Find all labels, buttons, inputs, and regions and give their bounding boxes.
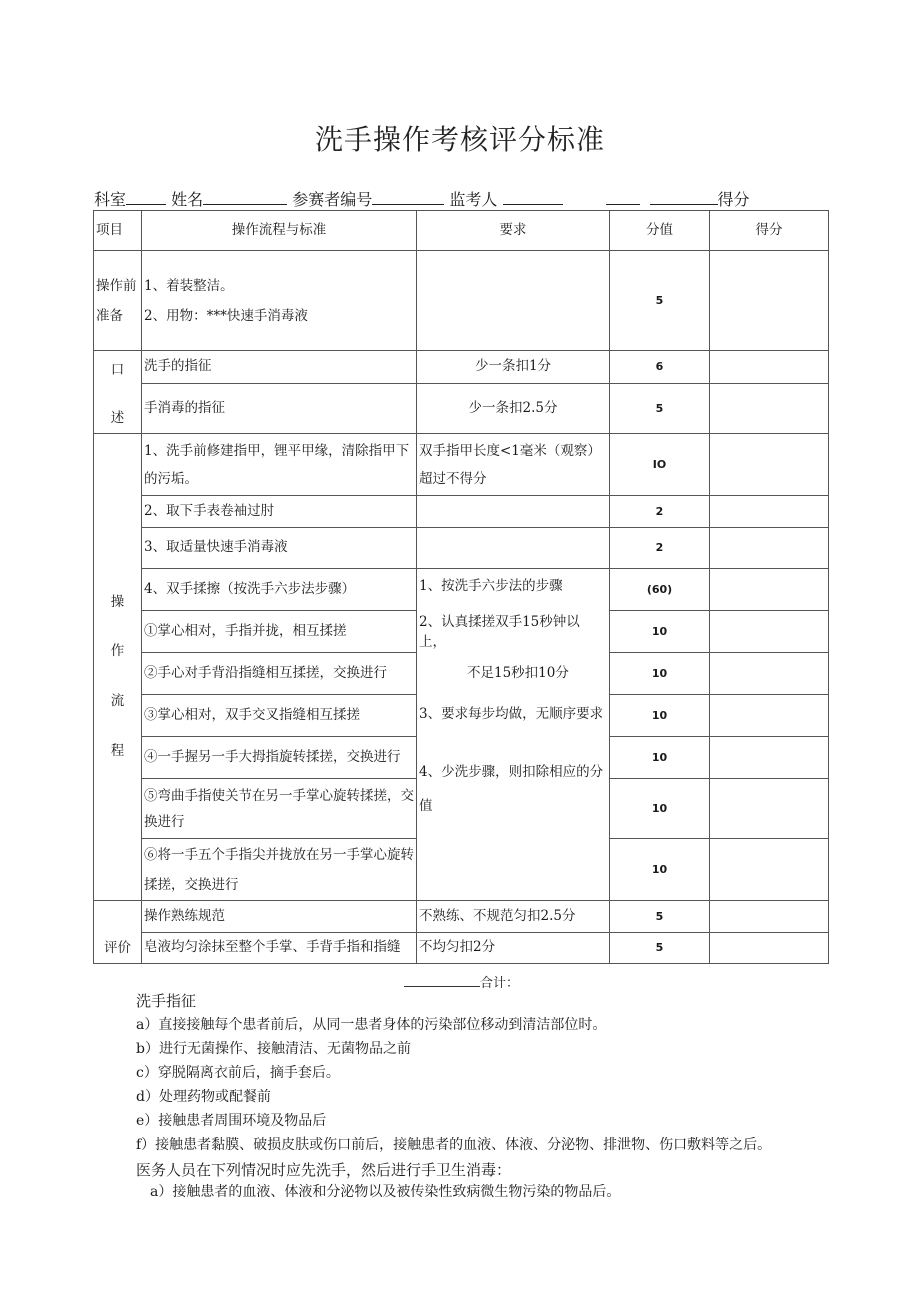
table-row	[94, 496, 829, 528]
section-text: 操	[110, 593, 125, 610]
note-item: f）接触患者黏膜、破损皮肤或伤口前后，接触患者的血液、体液、分泌物、排泄物、伤口敷料等之后。	[136, 1137, 772, 1153]
table-row	[94, 933, 829, 964]
section-text: 述	[110, 410, 125, 426]
score-entry[interactable]	[710, 901, 829, 933]
score-value: 10	[610, 611, 710, 653]
score-value: 2	[610, 528, 710, 569]
req-cell	[417, 496, 610, 528]
note-item: a）直接接触每个患者前后，从同一患者身体的污染部位移动到清洁部位时。	[136, 1017, 607, 1033]
req-cell	[417, 528, 610, 569]
notes-heading: 医务人员在下列情况时应先洗手，然后进行手卫生消毒：	[136, 1161, 512, 1179]
name-field[interactable]	[203, 190, 287, 205]
number-label: 参赛者编号	[292, 190, 373, 209]
score-label: 得分	[717, 190, 750, 209]
score-value: 6	[610, 351, 710, 384]
req-cell-six-steps	[417, 569, 610, 901]
score-value: 5	[610, 384, 710, 434]
notes-heading: 洗手指征	[136, 992, 197, 1010]
table-row	[94, 384, 829, 434]
col-header: 要求	[417, 211, 610, 251]
step-cell: ①掌心相对，手指并拢，相互揉搓	[142, 611, 417, 653]
note-item: c）穿脱隔离衣前后，摘手套后。	[136, 1065, 340, 1081]
section-process	[94, 434, 142, 901]
dept-label: 科室	[94, 190, 127, 209]
score-entry[interactable]	[710, 434, 829, 496]
step-cell: 洗手的指征	[142, 351, 417, 384]
req-text: 4、少洗步骤，则扣除相应的分值	[419, 764, 604, 814]
table-row	[94, 901, 829, 933]
name-label: 姓名	[171, 190, 204, 209]
score-value: 2	[610, 496, 710, 528]
step-cell: 2、取下手表卷袖过肘	[142, 496, 417, 528]
score-entry[interactable]	[710, 528, 829, 569]
req-cell: 双手指甲长度<1毫米（观察）超过不得分	[417, 434, 610, 496]
step-cell: ③掌心相对，双手交叉指缝相互揉搓	[142, 695, 417, 737]
exam-header	[94, 187, 794, 210]
req-cell: 少一条扣2.5分	[417, 384, 610, 434]
step-cell: ⑤弯曲手指使关节在另一手掌心旋转揉搓，交换进行	[142, 779, 417, 839]
table-row	[94, 528, 829, 569]
section-text: 口	[110, 362, 125, 378]
req-text: 不足15秒扣10分	[467, 665, 569, 681]
extra-field[interactable]	[606, 190, 640, 205]
step-text: 2、用物：***快速手消毒液	[144, 307, 308, 324]
req-cell	[417, 251, 610, 351]
examiner-label: 监考人	[449, 190, 498, 209]
table-row	[94, 434, 829, 496]
req-text: 3、要求每步均做，无顺序要求	[419, 706, 604, 722]
score-value: 10	[610, 779, 710, 839]
score-entry[interactable]	[710, 779, 829, 839]
score-value: 10	[610, 737, 710, 779]
col-header: 项目	[94, 211, 142, 251]
section-eval: 评价	[94, 901, 142, 964]
step-cell: 操作熟练规范	[142, 901, 417, 933]
table-row	[94, 251, 829, 351]
step-cell: 1、洗手前修建指甲，锂平甲缘，清除指甲下的污垢。	[142, 434, 417, 496]
score-entry[interactable]	[710, 569, 829, 611]
step-cell: ②手心对手背沿指缝相互揉搓，交换进行	[142, 653, 417, 695]
total-label: 合计：	[480, 976, 520, 991]
score-value: 5	[610, 901, 710, 933]
step-cell: 4、双手揉擦（按洗手六步法步骤）	[142, 569, 417, 611]
step-cell: ⑥将一手五个手指尖并拢放在另一手掌心旋转揉搓，交换进行	[142, 839, 417, 901]
section-text: 流	[110, 693, 125, 709]
req-cell: 少一条扣1分	[417, 351, 610, 384]
score-entry[interactable]	[710, 933, 829, 964]
step-cell: 皂液均匀涂抹至整个手掌、手背手指和指缝	[142, 933, 417, 964]
score-entry[interactable]	[710, 351, 829, 384]
score-value: 10	[610, 839, 710, 901]
score-value: 10	[610, 653, 710, 695]
score-entry[interactable]	[710, 611, 829, 653]
note-item: a）接触患者的血液、体液和分泌物以及被传染性致病微生物污染的物品后。	[150, 1184, 621, 1200]
step-cell	[142, 251, 417, 351]
col-header: 操作流程与标准	[142, 211, 417, 251]
section-text: 操作前	[96, 277, 137, 294]
dept-field[interactable]	[126, 190, 166, 205]
score-field[interactable]	[650, 190, 718, 205]
note-item: d）处理药物或配餐前	[136, 1089, 271, 1105]
score-value: 5	[610, 933, 710, 964]
score-entry[interactable]	[710, 384, 829, 434]
score-value: (60)	[610, 569, 710, 611]
step-cell: ④一手握另一手大拇指旋转揉搓，交换进行	[142, 737, 417, 779]
section-oral	[94, 351, 142, 434]
table-header-row	[94, 211, 829, 251]
number-field[interactable]	[372, 190, 444, 205]
section-prep	[94, 251, 142, 351]
page-title: 洗手操作考核评分标准	[314, 123, 605, 156]
step-cell: 3、取适量快速手消毒液	[142, 528, 417, 569]
req-text: 1、按洗手六步法的步骤	[419, 578, 563, 594]
total-line	[404, 972, 519, 991]
step-cell: 手消毒的指征	[142, 384, 417, 434]
score-entry[interactable]	[710, 251, 829, 351]
score-entry[interactable]	[710, 653, 829, 695]
total-field[interactable]	[404, 974, 480, 987]
score-table	[93, 210, 829, 964]
req-text: 2、认真揉搓双手15秒钟以上，	[419, 614, 580, 650]
col-header: 分值	[610, 211, 710, 251]
score-entry[interactable]	[710, 839, 829, 901]
req-cell: 不熟练、不规范匀扣2.5分	[417, 901, 610, 933]
col-header: 得分	[710, 211, 829, 251]
note-item: b）进行无菌操作、接触清洁、无菌物品之前	[136, 1041, 411, 1057]
section-text: 程	[110, 742, 125, 759]
note-item: e）接触患者周围环境及物品后	[136, 1113, 327, 1129]
step-text: 1、着装整洁。	[144, 277, 234, 294]
table-row	[94, 351, 829, 384]
examiner-field[interactable]	[503, 190, 563, 205]
score-value: 5	[610, 251, 710, 351]
section-text: 作	[110, 643, 125, 660]
score-value: 10	[610, 695, 710, 737]
score-entry[interactable]	[710, 496, 829, 528]
score-value: IO	[610, 434, 710, 496]
req-cell: 不均匀扣2分	[417, 933, 610, 964]
table-row	[94, 569, 829, 611]
section-text: 准备	[96, 307, 123, 324]
score-entry[interactable]	[710, 695, 829, 737]
notes-section	[136, 990, 826, 1204]
score-entry[interactable]	[710, 737, 829, 779]
